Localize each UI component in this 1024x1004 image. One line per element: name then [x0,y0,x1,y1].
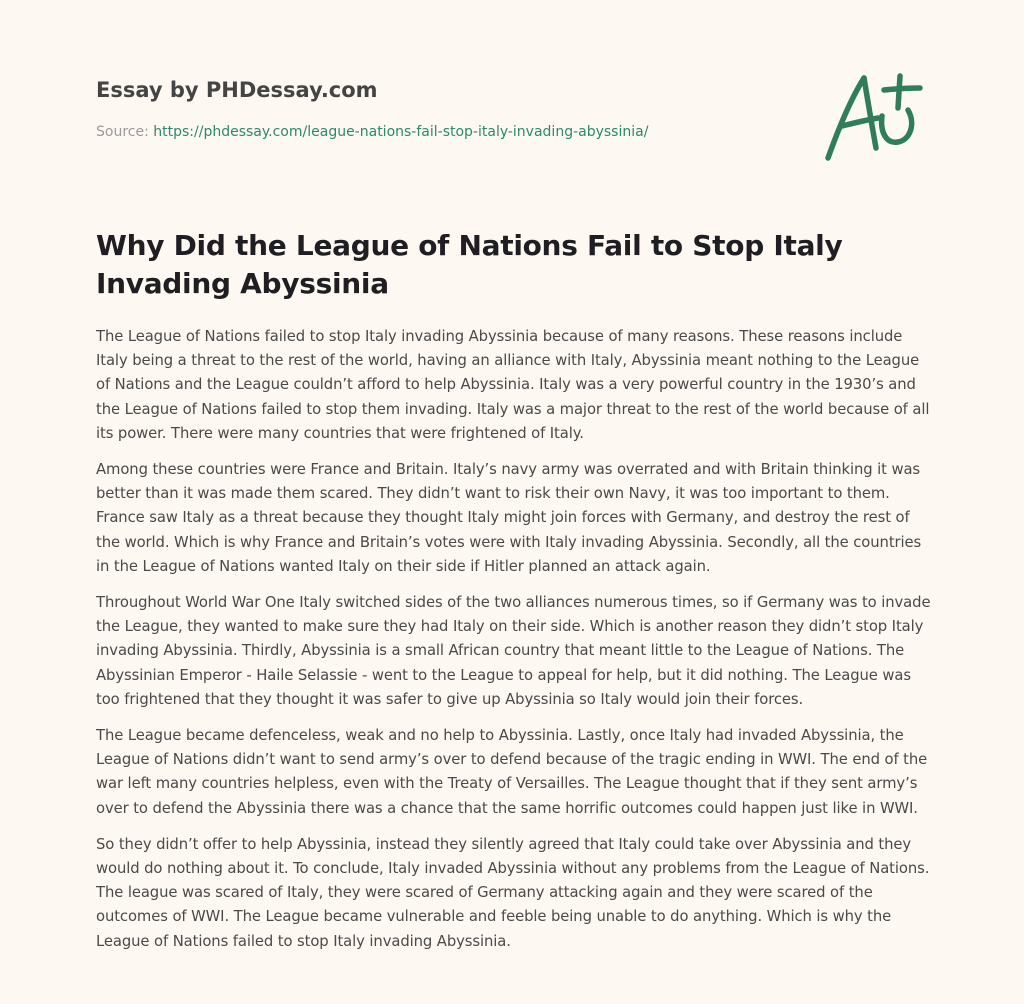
essay-paragraph: So they didn’t offer to help Abyssinia, instead they silently agreed that Italy could take over Abyssinia and they would do nothing about it. To conclude, Italy invaded Abyssinia without any problems from the League of Nations. The league was scared of Italy, they were scared of Germany attacking again and they were scared of the outcomes of WWI. The League became vulnerable and feeble being unable to do anything. Which is why the League of Nations failed to stop Italy invading Abyssinia. [96,835,930,950]
essay-paragraph: The League of Nations failed to stop Italy invading Abyssinia because of many reasons. These reasons include Italy being a threat to the rest of the world, having an alliance with Italy, Abyssinia meant nothing to the League of Nations and the League couldn’t afford to help Abyssinia. Italy was a very powerful country in the 1930’s and the League of Nations failed to stop them invading. Italy was a major threat to the rest of the world because of all its power. There were many countries that were frightened of Italy. [96,328,930,442]
essay-paragraph: The League became defenceless, weak and no help to Abyssinia. Lastly, once Italy had invaded Abyssinia, the League of Nations didn’t want to send army’s over to defend because of the tragic ending in WWI. The end of the war left many countries helpless, even with the Treaty of Versailles. The League thought that if they sent army’s over to defend the Abyssinia there was a chance that the same horrific outcomes could happen just like in WWI. [96,727,928,817]
source-link[interactable]: https://phdessay.com/league-nations-fail-stop-italy-invading-abyssinia/ [153,124,649,140]
page-header [96,76,796,141]
essay-title: Why Did the League of Nations Fail to Stop Italy Invading Abyssinia [96,229,843,300]
essay-paragraph: Among these countries were France and Britain. Italy’s navy army was overrated and with Britain thinking it was better than it was made them scared. They didn’t want to risk their own Navy, it was too important to them. France saw Italy as a threat because they thought Italy might join forces with Germany, and destroy the rest of the world. Which is why France and Britain’s votes were with Italy invading Abyssinia. Secondly, all the countries in the League of Nations wanted Italy on their side if Hitler planned an attack again. [96,461,922,575]
brand-title: Essay by PHDessay.com [96,78,378,102]
source-line [96,123,796,141]
a-plus-logo-icon [820,68,926,164]
essay-body [96,325,936,966]
essay-paragraph: Throughout World War One Italy switched sides of the two alliances numerous times, so if Germany was to invade the League, they wanted to make sure they had Italy on their side. Which is another reason they didn’t stop Italy invading Abyssinia. Thirdly, Abyssinia is a small African country that meant little to the League of Nations. The Abyssinian Emperor - Haile Selassie - went to the League to appeal for help, but it did nothing. The League was too frightened that they thought it was safer to give up Abyssinia so Italy would join their forces. [96,594,931,708]
source-label: Source: [96,124,154,140]
